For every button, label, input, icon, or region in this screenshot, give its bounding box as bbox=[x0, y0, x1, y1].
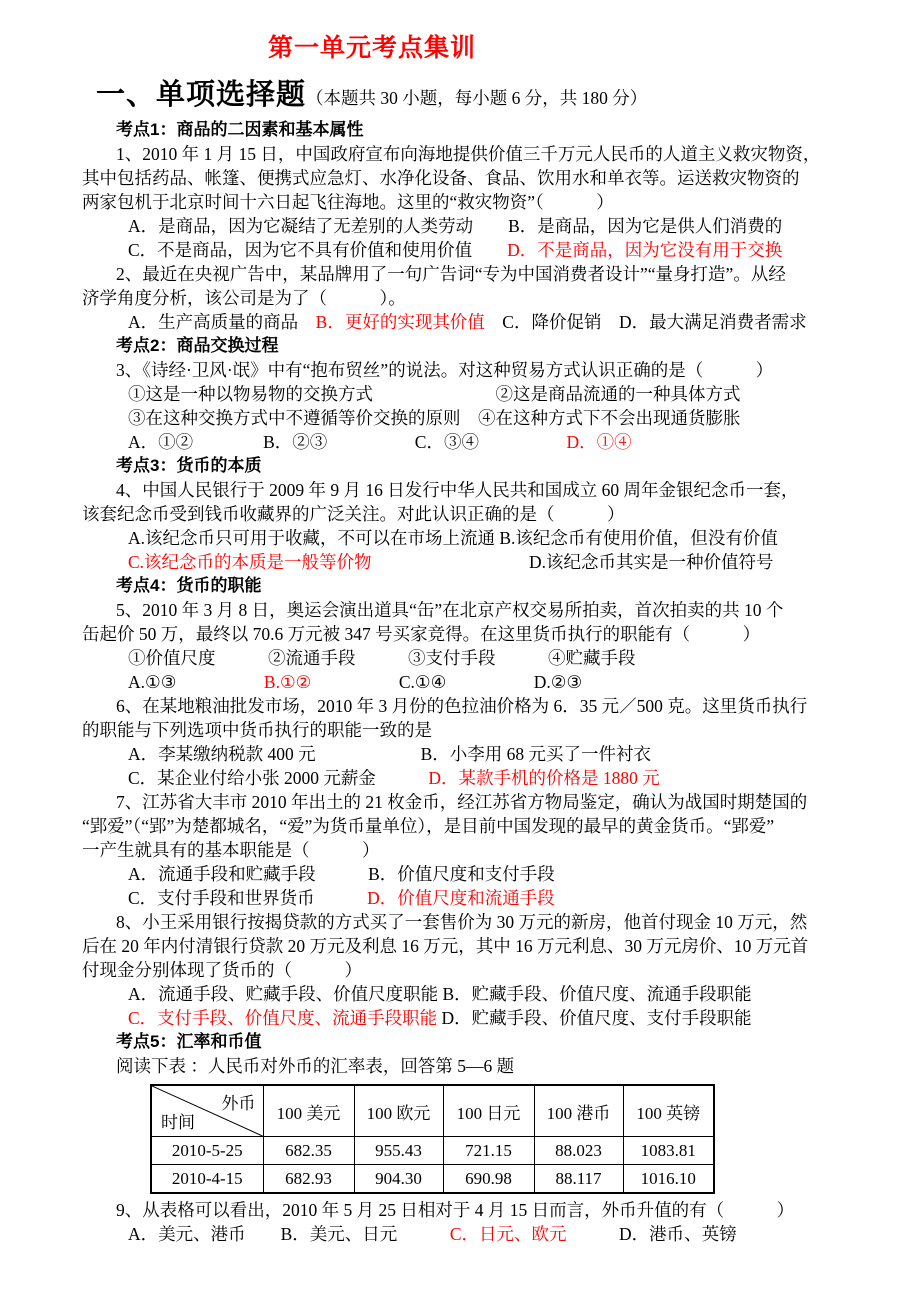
text-line bbox=[82, 742, 880, 766]
text-segment: 的职能与下列选项中货币执行的职能一致的是 bbox=[82, 720, 432, 740]
text-line bbox=[82, 1054, 880, 1078]
text-segment: 付现金分别体现了货币的（ ） bbox=[82, 960, 362, 980]
text-line bbox=[82, 910, 880, 934]
page-title: 第一单元考点集训 bbox=[267, 34, 476, 62]
exchange-rate-table bbox=[150, 1084, 715, 1194]
text-segment: A．生产高质量的商品 bbox=[128, 312, 316, 332]
text-line bbox=[82, 262, 880, 286]
text-line bbox=[82, 526, 880, 550]
text-segment: A．李某缴纳税款 400 元 B．小李用 68 元买了一件衬衣 bbox=[128, 744, 652, 764]
text-line bbox=[82, 862, 880, 886]
text-segment: 阅读下表 ：人民币对外币的汇率表，回答第 5—6 题 bbox=[116, 1056, 515, 1076]
section-title: 一、单项选择题 bbox=[96, 79, 307, 111]
text-line bbox=[82, 934, 880, 958]
text-line bbox=[82, 622, 880, 646]
text-line bbox=[82, 1222, 880, 1246]
text-line bbox=[82, 1198, 880, 1222]
topic-heading bbox=[82, 334, 880, 358]
text-segment: “郢爱”（“郢”为楚都城名，“爱”为货币量单位），是目前中国发现的最早的黄金货币。“郢爱” bbox=[82, 816, 775, 836]
text-segment: 3、《诗经·卫风·氓》中有“抱布贸丝”的说法。对这种贸易方式认识正确的是（ ） bbox=[116, 360, 774, 380]
text-segment: 考点2：商品交换过程 bbox=[116, 336, 279, 355]
text-line bbox=[82, 982, 880, 1006]
topic-heading bbox=[82, 118, 880, 142]
text-segment: C．不是商品，因为它不具有价值和使用价值 bbox=[128, 240, 508, 260]
table-header-cell: 100 英镑 bbox=[623, 1085, 714, 1137]
corner-label-time: 时间 bbox=[161, 1113, 195, 1132]
table-header-cell: 100 欧元 bbox=[354, 1085, 443, 1137]
correct-answer-text: D．①④ bbox=[566, 432, 632, 452]
text-segment: 考点1：商品的二因素和基本属性 bbox=[116, 120, 364, 139]
text-segment: ①价值尺度 ②流通手段 ③支付手段 ④贮藏手段 bbox=[128, 648, 636, 668]
section-heading bbox=[82, 72, 880, 113]
text-segment: C．降价促销 D．最大满足消费者需求 bbox=[484, 312, 807, 332]
text-segment: D．贮藏手段、价值尺度、支付手段职能 bbox=[437, 1008, 752, 1028]
correct-answer-text: C．支付手段、价值尺度、流通手段职能 bbox=[128, 1008, 438, 1028]
text-segment: A.该纪念币只可用于收藏，不可以在市场上流通 B.该纪念币有使用价值，但没有价值 bbox=[128, 528, 778, 548]
text-line bbox=[82, 718, 880, 742]
text-line bbox=[82, 238, 880, 262]
table-value-cell: 88.023 bbox=[534, 1137, 623, 1165]
text-segment: C．某企业付给小张 2000 元薪金 bbox=[128, 768, 429, 788]
text-segment: 一产生就具有的基本职能是（ ） bbox=[82, 840, 380, 860]
table-header-cell: 100 美元 bbox=[263, 1085, 354, 1137]
text-line bbox=[82, 550, 880, 574]
text-line bbox=[82, 406, 880, 430]
topic-heading bbox=[82, 1030, 880, 1054]
text-line bbox=[82, 598, 880, 622]
text-line bbox=[82, 694, 880, 718]
text-line bbox=[82, 646, 880, 670]
table-value-cell: 904.30 bbox=[354, 1165, 443, 1194]
text-line bbox=[82, 190, 880, 214]
text-line bbox=[82, 286, 880, 310]
text-line bbox=[82, 790, 880, 814]
text-segment: 两家包机于北京时间十六日起飞往海地。这里的“救灾物资”（ ） bbox=[82, 192, 614, 212]
table-value-cell: 682.35 bbox=[263, 1137, 354, 1165]
table-header-cell: 100 日元 bbox=[443, 1085, 534, 1137]
text-segment: A．流通手段、贮藏手段、价值尺度职能 B．贮藏手段、价值尺度、流通手段职能 bbox=[128, 984, 752, 1004]
text-segment: 考点4：货币的职能 bbox=[116, 576, 262, 595]
text-line bbox=[82, 886, 880, 910]
questions-area bbox=[82, 118, 880, 1246]
text-segment: 其中包括药品、帐篷、便携式应急灯、水净化设备、食品、饮用水和单衣等。运送救灾物资的 bbox=[82, 168, 800, 188]
text-line bbox=[82, 382, 880, 406]
text-segment: 济学角度分析，该公司是为了（ ）。 bbox=[82, 288, 406, 308]
text-segment: 该套纪念币受到钱币收藏界的广泛关注。对此认识正确的是（ ） bbox=[82, 504, 625, 524]
text-segment: 考点3：货币的本质 bbox=[116, 456, 262, 475]
text-line bbox=[82, 430, 880, 454]
correct-answer-text: B．更好的实现其价值 bbox=[315, 312, 485, 332]
text-line bbox=[82, 310, 880, 334]
text-segment: C.①④ D.②③ bbox=[311, 672, 583, 692]
text-segment: 1、2010 年 1 月 15 日，中国政府宣布向海地提供价值三千万元人民币的人道主义救灾物资， bbox=[116, 144, 821, 164]
text-line bbox=[82, 766, 880, 790]
text-line bbox=[82, 1006, 880, 1030]
correct-answer-text: D．价值尺度和流通手段 bbox=[367, 888, 555, 908]
text-line bbox=[82, 838, 880, 862]
text-segment: A．美元、港币 B．美元、日元 bbox=[128, 1224, 450, 1244]
text-segment: D.该纪念币其实是一种价值符号 bbox=[371, 552, 774, 572]
text-segment: 后在 20 年内付清银行贷款 20 万元及利息 16 万元，其中 16 万元利息、30 万元房价、10 万元首 bbox=[82, 936, 809, 956]
table-value-cell: 721.15 bbox=[443, 1137, 534, 1165]
correct-answer-text: C．日元、欧元 bbox=[449, 1224, 567, 1244]
topic-heading bbox=[82, 574, 880, 598]
text-segment: 考点5：汇率和币值 bbox=[116, 1032, 262, 1051]
text-segment: ①这是一种以物易物的交换方式 ②这是商品流通的一种具体方式 bbox=[128, 384, 741, 404]
text-segment: 6、在某地粮油批发市场，2010 年 3 月份的色拉油价格为 6．35 元／500 克。这里货币执行 bbox=[116, 696, 808, 716]
text-line bbox=[82, 142, 880, 166]
section-note: （本题共 30 小题，每小题 6 分，共 180 分） bbox=[306, 88, 648, 108]
text-line bbox=[82, 358, 880, 382]
text-line bbox=[82, 958, 880, 982]
text-line bbox=[82, 670, 880, 694]
text-segment: 4、中国人民银行于 2009 年 9 月 16 日发行中华人民共和国成立 60 周年金银纪念币一套， bbox=[116, 480, 799, 500]
text-line bbox=[82, 214, 880, 238]
text-segment: 5、2010 年 3 月 8 日，奥运会演出道具“缶”在北京产权交易所拍卖，首次拍卖的共 10 个 bbox=[116, 600, 784, 620]
table-corner-cell bbox=[151, 1085, 263, 1137]
text-segment: 缶起价 50 万，最终以 70.6 万元被 347 号买家竞得。在这里货币执行的职能有（ ） bbox=[82, 624, 761, 644]
table-value-cell: 690.98 bbox=[443, 1165, 534, 1194]
correct-answer-text: B.①② bbox=[263, 672, 312, 692]
correct-answer-text: D．不是商品，因为它没有用于交换 bbox=[507, 240, 783, 260]
table-row bbox=[151, 1137, 714, 1165]
text-segment: A．流通手段和贮藏手段 B．价值尺度和支付手段 bbox=[128, 864, 555, 884]
text-line bbox=[82, 502, 880, 526]
text-segment: ③在这种交换方式中不遵循等价交换的原则 ④在这种方式下不会出现通货膨胀 bbox=[128, 408, 741, 428]
text-segment: 8、小王采用银行按揭贷款的方式买了一套售价为 30 万元的新房，他首付现金 10 万元，然 bbox=[116, 912, 808, 932]
text-line bbox=[82, 814, 880, 838]
text-segment: A．①② B．②③ C．③④ bbox=[128, 432, 567, 452]
table-value-cell: 682.93 bbox=[263, 1165, 354, 1194]
table-date-cell: 2010-4-15 bbox=[151, 1165, 263, 1194]
table-value-cell: 1083.81 bbox=[623, 1137, 714, 1165]
text-line bbox=[82, 478, 880, 502]
corner-label-currency: 外币 bbox=[221, 1094, 256, 1113]
table-date-cell: 2010-5-25 bbox=[151, 1137, 263, 1165]
text-segment: 9、从表格可以看出，2010 年 5 月 25 日相对于 4 月 15 日而言，外币升值的有（ ） bbox=[116, 1200, 795, 1220]
text-segment: D．港币、英镑 bbox=[566, 1224, 737, 1244]
correct-answer-text: D．某款手机的价格是 1880 元 bbox=[428, 768, 660, 788]
topic-heading bbox=[82, 454, 880, 478]
correct-answer-text: C.该纪念币的本质是一般等价物 bbox=[128, 552, 372, 572]
text-segment: A．是商品，因为它凝结了无差别的人类劳动 B．是商品，因为它是供人们消费的 bbox=[128, 216, 783, 236]
text-segment: A.①③ bbox=[128, 672, 264, 692]
text-line bbox=[82, 166, 880, 190]
table-header-row bbox=[151, 1085, 714, 1137]
text-segment: 2、最近在央视广告中，某品牌用了一句广告词“专为中国消费者设计”“量身打造”。从经 bbox=[116, 264, 786, 284]
text-segment: 7、江苏省大丰市 2010 年出土的 21 枚金币，经江苏省方物局鉴定，确认为战国时期楚国的 bbox=[116, 792, 808, 812]
table-header-cell: 100 港币 bbox=[534, 1085, 623, 1137]
table-value-cell: 955.43 bbox=[354, 1137, 443, 1165]
table-value-cell: 1016.10 bbox=[623, 1165, 714, 1194]
table-value-cell: 88.117 bbox=[534, 1165, 623, 1194]
text-segment: C．支付手段和世界货币 bbox=[128, 888, 368, 908]
table-row bbox=[151, 1165, 714, 1194]
